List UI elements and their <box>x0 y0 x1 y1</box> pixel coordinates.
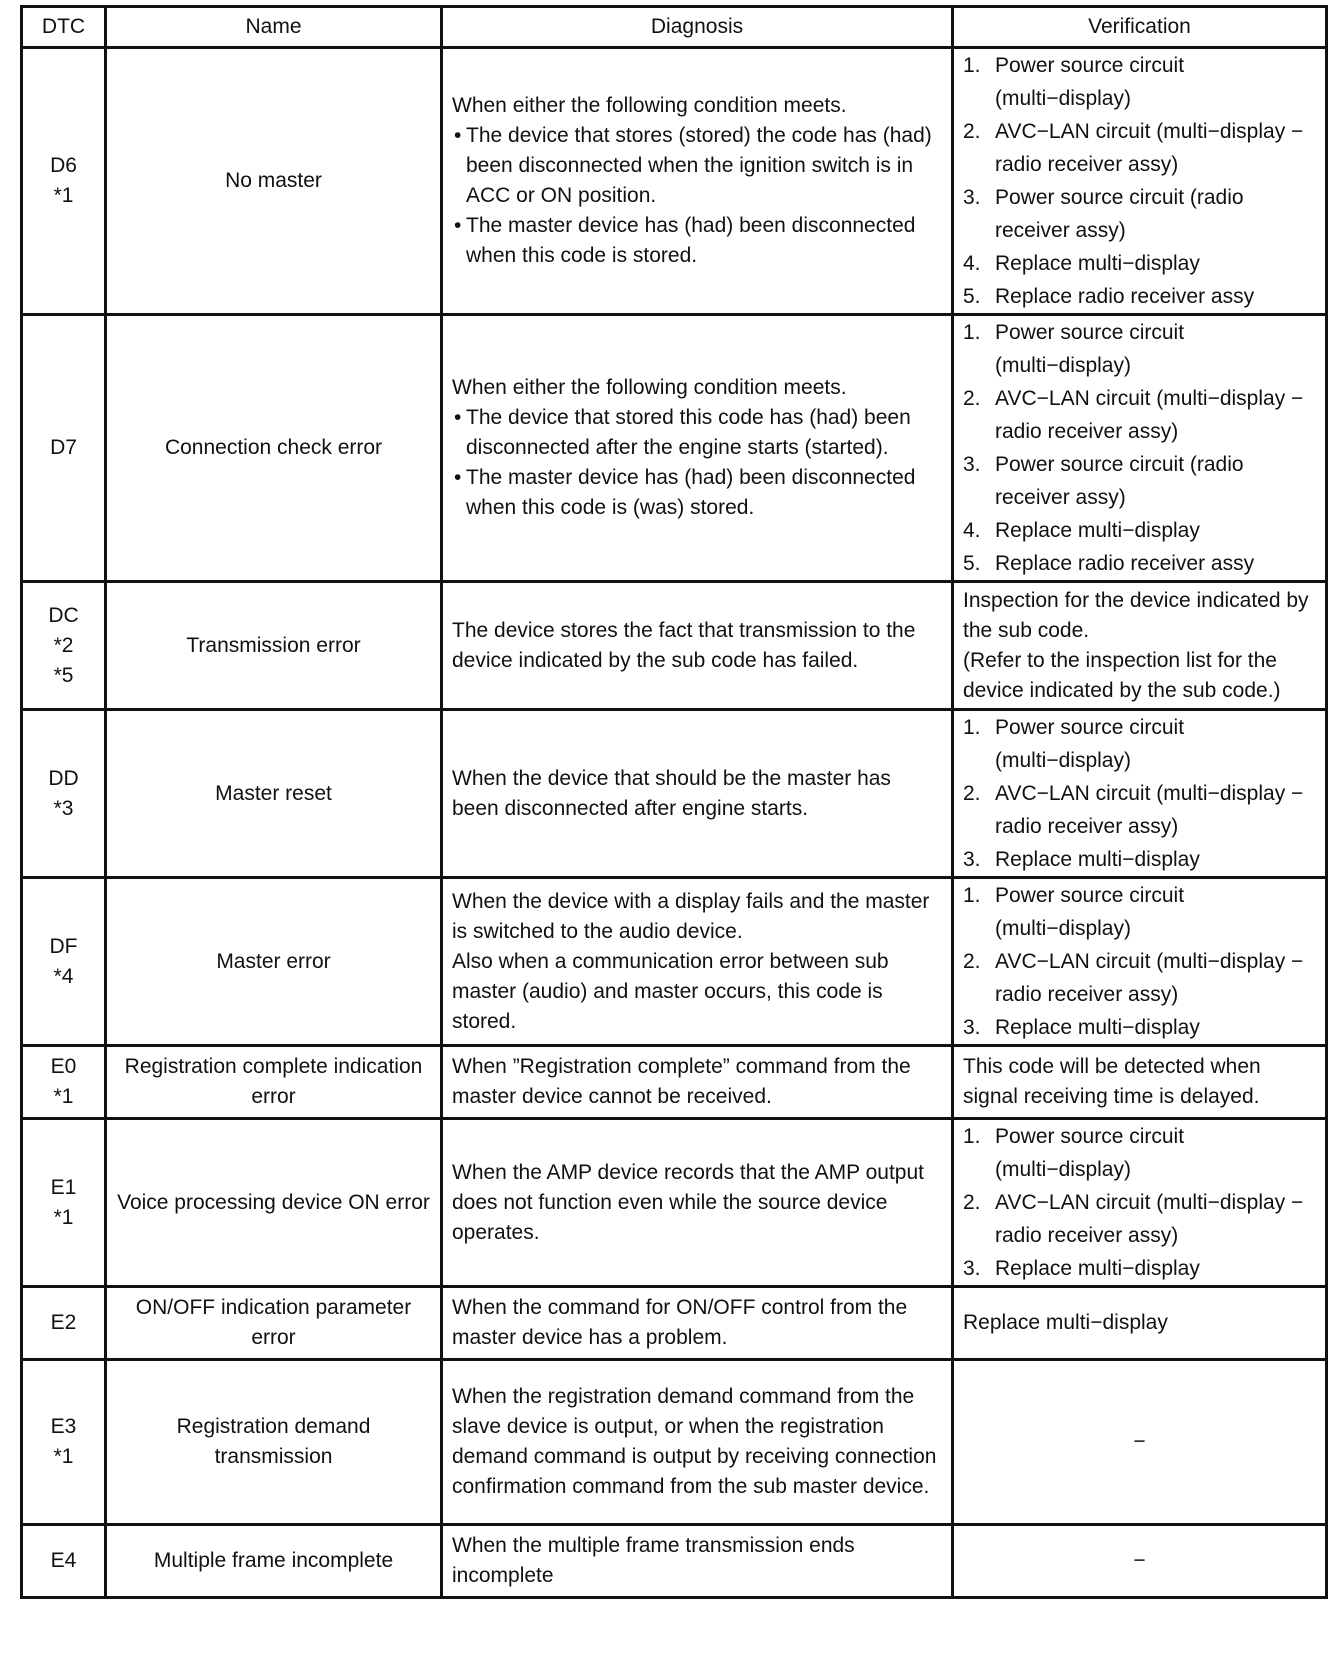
diagnosis-intro: When either the following condition meets. <box>452 94 847 117</box>
diagnosis-text: When the AMP device records that the AMP output does not function even while the source device operates. <box>442 1119 953 1287</box>
verification-step: 3. Power source circuit (radio receiver assy) <box>963 453 1244 509</box>
diagnosis-bullet: • The master device has (had) been disconnected when this code is (was) stored. <box>452 463 942 523</box>
diagnosis-cell <box>442 878 953 1046</box>
verification-steps <box>963 316 1316 580</box>
verification-text: This code will be detected when signal receiving time is delayed. <box>953 1046 1327 1119</box>
dtc-table <box>20 5 1328 1599</box>
dtc-code: D6 <box>50 154 77 177</box>
verification-step: 1. Power source circuit (multi−display) <box>963 716 1185 772</box>
verification-step: 1. Power source circuit (multi−display) <box>963 321 1185 377</box>
dtc-code-cell <box>22 1046 106 1119</box>
diagnosis-bullet: • The device that stores (stored) the code has (had) been disconnected when the ignition switch is in ACC or ON position. <box>452 121 942 211</box>
verification-steps <box>963 1120 1316 1285</box>
dtc-note: *5 <box>53 663 74 687</box>
verification-step: 3. Power source circuit (radio receiver assy) <box>963 186 1244 242</box>
verification-step: 2. AVC−LAN circuit (multi−display − radio receiver assy) <box>963 950 1304 1006</box>
verification-cell <box>953 710 1327 878</box>
table-row <box>22 48 1327 315</box>
verification-step: 2. AVC−LAN circuit (multi−display − radio receiver assy) <box>963 120 1304 176</box>
dtc-note: *1 <box>53 184 74 207</box>
dtc-code: D7 <box>50 436 77 459</box>
dtc-code: DF <box>49 934 78 958</box>
header-diagnosis: Diagnosis <box>442 7 953 48</box>
diagnosis-text: When ”Registration complete” command from the master device cannot be received. <box>442 1046 953 1119</box>
verification-step: 2. AVC−LAN circuit (multi−display − radio receiver assy) <box>963 782 1304 838</box>
verification-cell <box>953 1119 1327 1287</box>
dtc-code-cell <box>22 582 106 710</box>
table-row <box>22 1360 1327 1525</box>
table-row <box>22 1525 1327 1598</box>
table-row <box>22 710 1327 878</box>
diagnosis-intro: When either the following condition meets. <box>452 376 847 399</box>
header-name: Name <box>106 7 442 48</box>
diagnosis-text: When the registration demand command from the slave device is output, or when the registration demand command is output by receiving connection confirmation command from the sub master device. <box>442 1360 953 1525</box>
dtc-name: Multiple frame incomplete <box>106 1525 442 1598</box>
dtc-code: DD <box>48 766 79 790</box>
dtc-name: No master <box>106 48 442 315</box>
dtc-code: E1 <box>50 1175 77 1199</box>
diagnosis-text: When the device that should be the master has been disconnected after engine starts. <box>442 710 953 878</box>
diagnosis-text: When the command for ON/OFF control from the master device has a problem. <box>442 1287 953 1360</box>
diagnosis-bullet: • The device that stored this code has (had) been disconnected after the engine starts (started). <box>452 403 942 463</box>
table-row <box>22 1287 1327 1360</box>
verification-dash: − <box>953 1360 1327 1525</box>
verification-steps <box>963 49 1316 313</box>
table-row <box>22 1119 1327 1287</box>
verification-dash: − <box>953 1525 1327 1598</box>
table-row <box>22 1046 1327 1119</box>
dtc-name: Transmission error <box>106 582 442 710</box>
verification-line: Inspection for the device indicated by the sub code. <box>963 588 1309 642</box>
verification-step: 2. AVC−LAN circuit (multi−display − radio receiver assy) <box>963 1191 1304 1247</box>
dtc-note: *3 <box>53 796 74 820</box>
diagnosis-bullet: • The master device has (had) been disconnected when this code is stored. <box>452 211 942 271</box>
verification-text: Replace multi−display <box>953 1287 1327 1360</box>
dtc-note: *1 <box>53 1205 74 1229</box>
header-verification: Verification <box>953 7 1327 48</box>
verification-step: 3. Replace multi−display <box>963 1257 1200 1280</box>
dtc-code-cell <box>22 1287 106 1360</box>
dtc-name: Registration complete indication error <box>106 1046 442 1119</box>
dtc-note: *4 <box>53 964 74 988</box>
dtc-note: *1 <box>53 1445 74 1468</box>
dtc-name: Voice processing device ON error <box>106 1119 442 1287</box>
verification-line: (Refer to the inspection list for the device indicated by the sub code.) <box>963 648 1281 702</box>
dtc-code-cell <box>22 1360 106 1525</box>
verification-cell <box>953 582 1327 710</box>
diagnosis-text: The device stores the fact that transmission to the device indicated by the sub code has failed. <box>442 582 953 710</box>
table-row <box>22 315 1327 582</box>
dtc-name: Registration demand transmission <box>106 1360 442 1525</box>
dtc-code: E3 <box>50 1415 77 1438</box>
verification-step: 1. Power source circuit (multi−display) <box>963 54 1185 110</box>
verification-step: 5. Replace radio receiver assy <box>963 285 1255 308</box>
header-dtc: DTC <box>22 7 106 48</box>
verification-step: 2. AVC−LAN circuit (multi−display − radio receiver assy) <box>963 387 1304 443</box>
dtc-code-cell <box>22 710 106 878</box>
verification-step: 3. Replace multi−display <box>963 848 1200 871</box>
diagnosis-cell <box>442 315 953 582</box>
verification-cell <box>953 878 1327 1046</box>
dtc-code: E2 <box>50 1311 77 1334</box>
header-row <box>22 7 1327 48</box>
dtc-code-cell <box>22 315 106 582</box>
table-row <box>22 878 1327 1046</box>
diagnosis-cell <box>442 48 953 315</box>
dtc-code: DC <box>48 603 79 627</box>
table-row <box>22 582 1327 710</box>
verification-step: 1. Power source circuit (multi−display) <box>963 884 1185 940</box>
dtc-name: Master reset <box>106 710 442 878</box>
dtc-note: *2 <box>53 633 74 657</box>
dtc-name: Master error <box>106 878 442 1046</box>
dtc-code-cell <box>22 1525 106 1598</box>
dtc-code: E0 <box>50 1055 77 1078</box>
verification-step: 5. Replace radio receiver assy <box>963 552 1255 575</box>
verification-cell <box>953 48 1327 315</box>
verification-cell <box>953 315 1327 582</box>
verification-step: 3. Replace multi−display <box>963 1016 1200 1039</box>
dtc-code: E4 <box>50 1549 77 1572</box>
diagnosis-line: When the device with a display fails and the master is switched to the audio device. <box>452 889 930 943</box>
dtc-note: *1 <box>53 1085 74 1108</box>
verification-steps <box>963 879 1316 1044</box>
verification-steps <box>963 711 1316 876</box>
dtc-name: ON/OFF indication parameter error <box>106 1287 442 1360</box>
verification-step: 1. Power source circuit (multi−display) <box>963 1125 1185 1181</box>
dtc-name: Connection check error <box>106 315 442 582</box>
verification-step: 4. Replace multi−display <box>963 519 1200 542</box>
verification-step: 4. Replace multi−display <box>963 252 1200 275</box>
diagnosis-text: When the multiple frame transmission ends incomplete <box>442 1525 953 1598</box>
dtc-code-cell <box>22 878 106 1046</box>
dtc-code-cell <box>22 48 106 315</box>
diagnosis-line: Also when a communication error between sub master (audio) and master occurs, this code is stored. <box>452 949 889 1033</box>
dtc-code-cell <box>22 1119 106 1287</box>
